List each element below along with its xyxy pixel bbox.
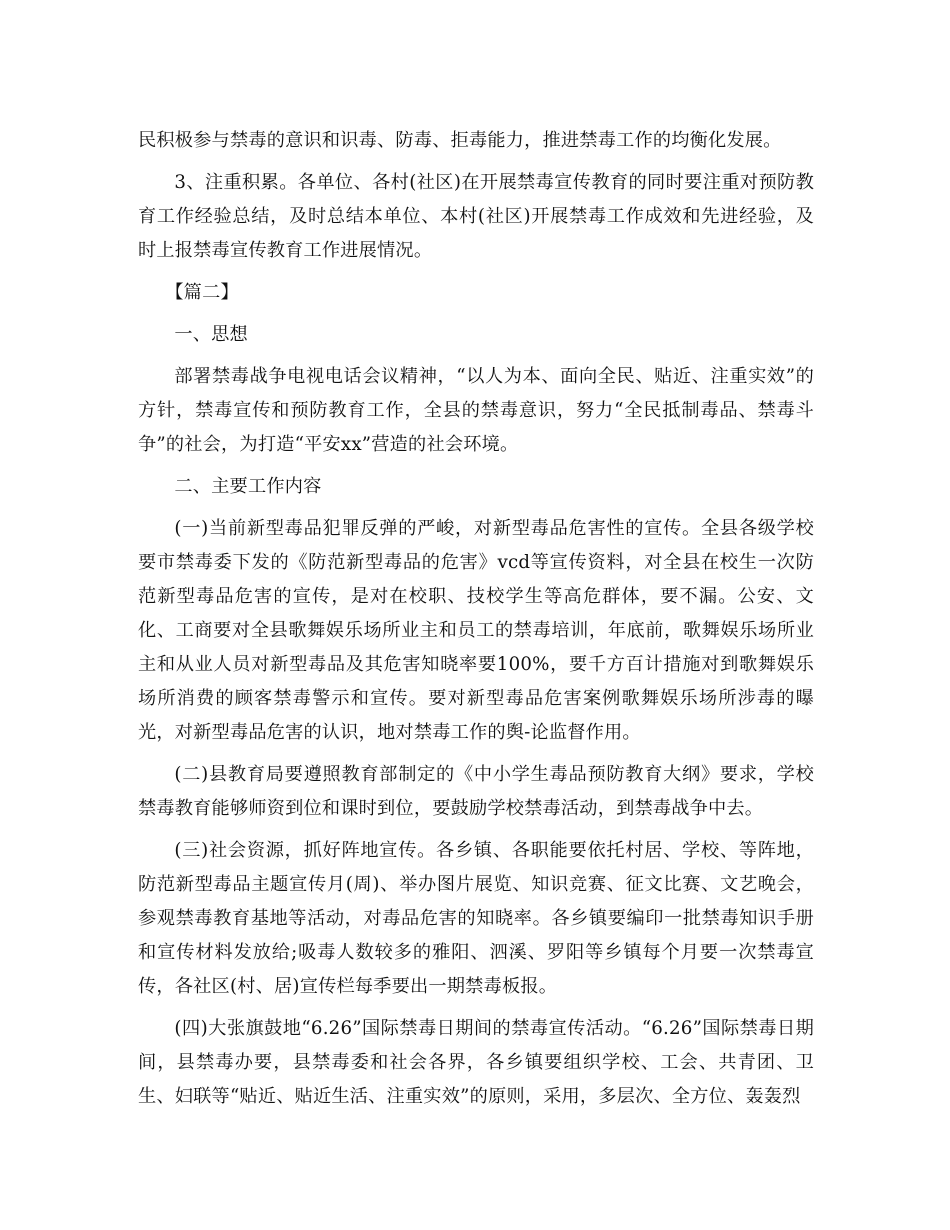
- paragraph-item-3: (三)社会资源，抓好阵地宣传。各乡镇、各职能要依托村居、学校、等阵地，防范新型毒品主题宣传月(周)、举办图片展览、知识竞赛、征文比赛、文艺晚会，参观禁毒教育基地等活动，对毒品危害的知晓率。各乡镇要编印一批禁毒知识手册和宣传材料发放给;吸毒人数较多的雅阳、泗溪、罗阳等乡镇每个月要一次禁毒宣传，各社区(村、居)宣传栏每季要出一期禁毒板报。: [138, 840, 814, 997]
- paragraph-item-4: (四)大张旗鼓地“6.26”国际禁毒日期间的禁毒宣传活动。“6.26”国际禁毒日期间，县禁毒办要，县禁毒委和社会各界，各乡镇要组织学校、工会、共青团、卫生、妇联等“贴近、贴近生活、注重实效”的原则，采用，多层次、全方位、轰轰烈: [138, 1018, 814, 1107]
- section-title-part-two: 【篇二】: [165, 282, 239, 303]
- paragraph-2: 3、注重积累。各单位、各村(社区)在开展禁毒宣传教育的同时要注重对预防教育工作经验总结，及时总结本单位、本村(社区)开展禁毒工作成效和先进经验，及时上报禁毒宣传教育工作进展情况。: [138, 172, 814, 261]
- paragraph-deployment: 部署禁毒战争电视电话会议精神，“以人为本、面向全民、贴近、注重实效”的方针，禁毒宣传和预防教育工作，全县的禁毒意识，努力“全民抵制毒品、禁毒斗争”的社会，为打造“平安xx”营造的社会环境。: [138, 366, 814, 455]
- heading-thought: 一、思想: [174, 324, 248, 345]
- document-body: [138, 124, 814, 1114]
- paragraph-item-1: (一)当前新型毒品犯罪反弹的严峻，对新型毒品危害性的宣传。全县各级学校要市禁毒委下发的《防范新型毒品的危害》vcd等宣传资料，对全县在校生一次防范新型毒品危害的宣传，是对在校职、技校学生等高危群体，要不漏。公安、文化、工商要对全县歌舞娱乐场所业主和员工的禁毒培训，年底前，歌舞娱乐场所业主和从业人员对新型毒品及其危害知晓率要100%，要千方百计措施对到歌舞娱乐场所消费的顾客禁毒警示和宣传。要对新型毒品危害案例歌舞娱乐场所涉毒的曝光，对新型毒品危害的认识，地对禁毒工作的舆-论监督作用。: [138, 518, 814, 743]
- paragraph-1: 民积极参与禁毒的意识和识毒、防毒、拒毒能力，推进禁毒工作的均衡化发展。: [138, 130, 782, 151]
- paragraph-item-2: (二)县教育局要遵照教育部制定的《中小学生毒品预防教育大纲》要求，学校禁毒教育能够师资到位和课时到位，要鼓励学校禁毒活动，到禁毒战争中去。: [138, 764, 814, 819]
- heading-main-work: 二、主要工作内容: [174, 476, 322, 497]
